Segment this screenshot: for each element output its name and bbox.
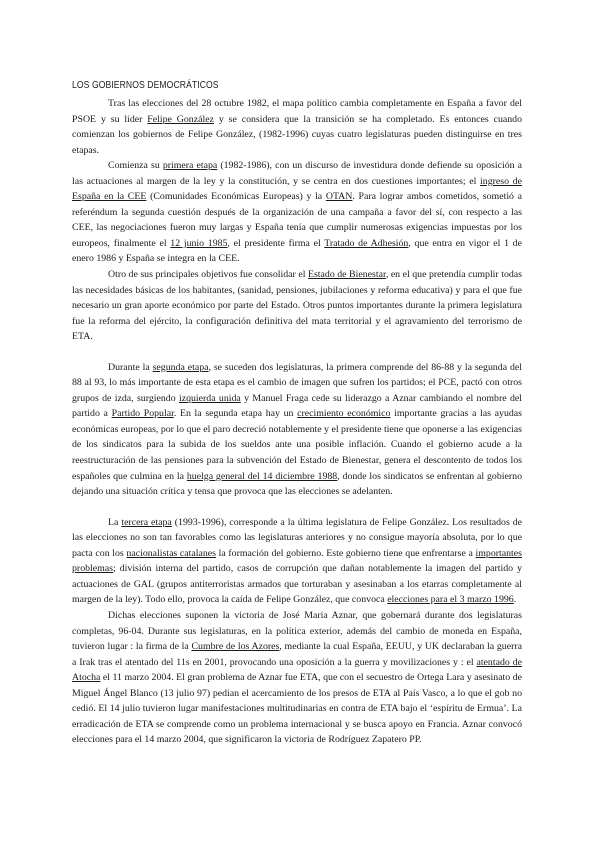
underlined-term: Cumbre de los Azores	[191, 641, 280, 653]
underlined-term: Tratado de Adhesión	[324, 237, 409, 249]
underlined-term: atentado de Atocha	[72, 656, 522, 684]
paragraph-aznar	[72, 608, 522, 748]
underlined-term: 12 junio 1985	[170, 237, 228, 249]
underlined-term: Partido Popular	[111, 408, 174, 420]
text-run: , que entra en vigor el 1 de enero 1986 y España se integra en la CEE.	[72, 237, 522, 265]
text-run: y Manuel Fraga cede su liderazgo a Aznar cambiando el nombre del partido a	[72, 392, 522, 420]
paragraph-segunda-etapa	[72, 360, 522, 500]
underlined-term: OTAN	[325, 191, 353, 203]
text-run: (1982-1986), con un discurso de investidura donde defiende su oposición a las actuaciones al margen de la ley y la constitución, y se centra en dos cuestiones importantes; el	[72, 160, 522, 187]
text-run: (1993-1996), corresponde a la última legislatura de Felipe González. Los resultados de las elecciones no son tan favorables como las legislaturas anteriores y no consigue mayoría absoluta, por lo que pacta con los	[72, 516, 523, 559]
text-run: Dichas elecciones suponen la victoria de José María Aznar, que gobernará durante dos legislaturas completas, 96-04. Durante sus legislaturas, en la política exterior, además del cambio de moneda en España, tuvieron lugar : la firma de la	[72, 609, 522, 653]
underlined-term: nacionalistas catalanes	[126, 547, 216, 559]
text-run: el 11 marzo 2004. El gran problema de Aznar fue ETA, que con el secuestro de Ortega Lara y asesinato de Miguel Ángel Blanco (13 julio 97) pedían el acercamiento de los presos de ETA al País Vasco, a lo que el gob no cedió. El 14 julio tuvieron lugar manifestaciones multitudinarias en contra de ETA bajo el ‘espíritu de Ermua’. La erradicación de ETA se comprende como un problema internacional y se busca apoyo en Francia. Aznar convocó elecciones para el 14 marzo 2004, que significaron la victoria de Rodríguez Zapatero PP.	[72, 672, 522, 746]
underlined-term: tercera etapa	[121, 516, 172, 528]
text-run: Comienza su	[108, 160, 163, 172]
text-run: importante gracias a las ayudas económicas europeas, por lo que el paro decreció notablemente y el presidente tiene que oponerse a las exigencias de los sindicatos para la subida de los sueldos ante una posible inflación. Cuando el gobierno acude a la reestructuración de las pensiones para la subvención del Estado de Bienestar, genera el descontento de todos los españoles que culmina en la	[72, 408, 522, 482]
text-run: (Comunidades Económicas Europeas) y la	[146, 191, 326, 203]
underlined-term: izquierda unida	[178, 392, 241, 404]
text-run: , en el que pretendía cumplir todas las necesidades básicas de los habitantes, (sanidad, pensiones, jubilaciones y reforma educativa) y para el que fue necesario un gran aporte económico por parte del Estado. Otros puntos importantes durante la primera legislatura fue la reforma del ejército, la configuración definitiva del mata territorial y el agravamiento del terrorismo de ETA.	[72, 269, 522, 343]
document-title: LOS GOBIERNOS DEMOCRÁTICOS	[72, 79, 219, 91]
underlined-term: importantes problemas	[72, 547, 522, 575]
text-run: la formación del gobierno. Este gobierno tiene que enfrentarse a	[215, 547, 476, 559]
text-run: Otro de sus principales objetivos fue consolidar el	[108, 269, 308, 281]
text-run: Tras las elecciones del 28 octubre 1982, el mapa político cambia completamente en España a favor del PSOE y su líder	[72, 98, 522, 125]
text-run: Durante la	[108, 361, 153, 373]
document-body	[72, 96, 522, 748]
text-run: , mediante la cual España, EEUU, y UK declaraban la guerra a Irak tras el atentado del 11s en 2001, provocando una oposición a la guerra y movilizaciones y : el	[72, 641, 522, 668]
underlined-term: Felipe González	[147, 113, 214, 125]
paragraph-primera-etapa	[72, 158, 522, 267]
paragraph-tercera-etapa	[72, 515, 522, 608]
underlined-term: Estado de Bienestar	[307, 269, 386, 281]
text-run: , el presidente firma el	[227, 237, 325, 249]
paragraph-estado-bienestar	[72, 267, 522, 345]
text-run: y se considera que la transición se ha completado. Es entonces cuando comienzan los gobiernos de Felipe González, (1982-1996) cuyas cuatro legislaturas pueden distinguirse en tres etapas.	[72, 113, 523, 156]
text-run: , donde los sindicatos se enfrentan al gobierno dejando una situación crítica y tensa que provoca que las elecciones se adelanten.	[72, 470, 523, 498]
text-run: . Para lograr ambos cometidos, sometió a referéndum la segunda cuestión después de la organización de una campaña a favor del sí, con respecto a las CEE, las negociaciones fueron muy largas y España tenía que cumplir numerosas exigencias impuestas por los europeos, finalmente el	[72, 191, 523, 249]
text-run: , se suceden dos legislaturas, la primera comprende del 86-88 y la segunda del 88 al 93, lo más importante de esta etapa es el cambio de imagen que sufren los partidos; el PCE, pactó con otros grupos de izda, surgiendo	[72, 361, 522, 404]
text-run: La	[108, 516, 122, 528]
underlined-term: elecciones para el 3 marzo 1996	[387, 594, 514, 606]
underlined-term: huelga general del 14 diciembre 1988	[186, 470, 338, 482]
underlined-term: segunda etapa	[152, 361, 209, 373]
text-run: .	[513, 594, 517, 606]
paragraph-intro	[72, 96, 522, 158]
underlined-term: crecimiento económico	[297, 408, 391, 420]
underlined-term: primera etapa	[162, 160, 218, 172]
text-run: ; división interna del partido, casos de corrupción que dañan notablemente la imagen del partido y actuaciones de GAL (grupos antiterroristas armados que torturaban y asesinaban a los etarras completamente al margen de la ley). Todo ello, provoca la caída de Felipe González, que convoca	[72, 563, 522, 606]
text-run: . En la segunda etapa hay un	[173, 408, 298, 420]
underlined-term: ingreso de España en la CEE	[72, 175, 522, 203]
